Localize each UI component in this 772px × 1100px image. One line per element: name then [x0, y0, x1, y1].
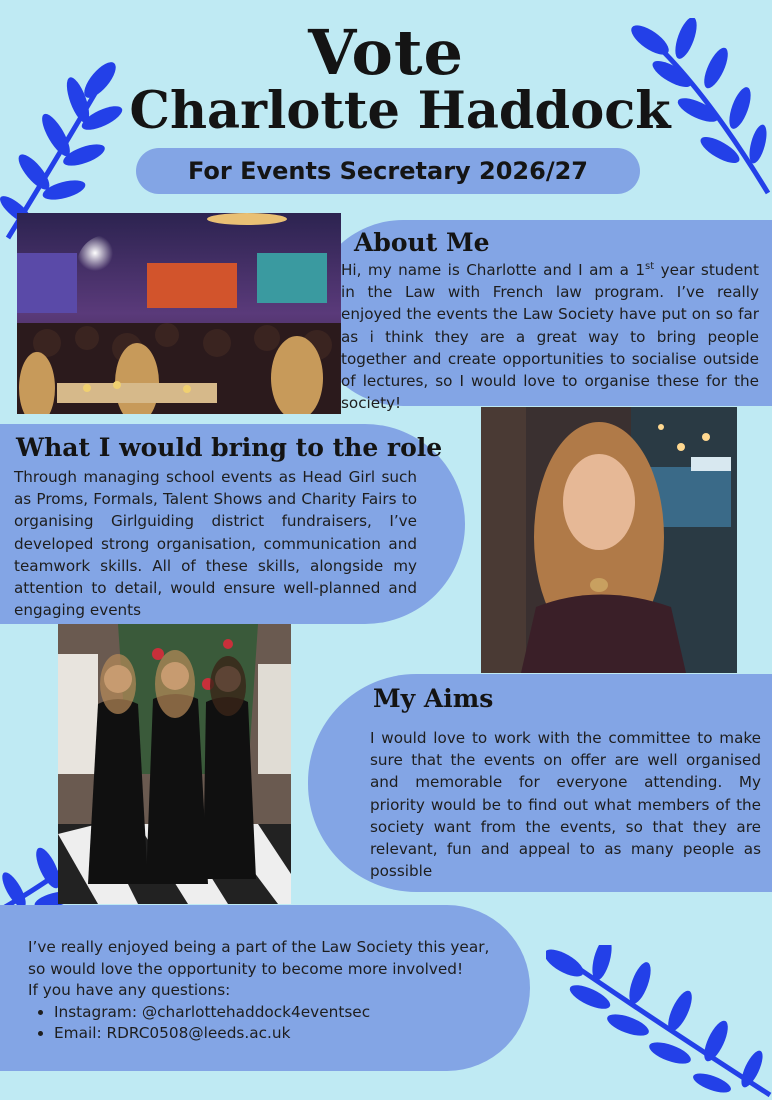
leaf-branch-icon [546, 945, 772, 1100]
about-heading: About Me [354, 228, 490, 257]
skills-heading: What I would bring to the role [16, 433, 443, 462]
aims-heading: My Aims [373, 684, 494, 713]
contact-email[interactable]: • Email: RDRC0508@leeds.ac.uk [54, 1023, 498, 1045]
skills-text: Through managing school events as Head Girl such as Proms, Formals, Talent Shows and Charity Fairs to organising Girlguiding district fundraisers, I’ve developed strong organisation, communication and teamwork skills. All of these skills, alongside my attention to detail, would ensure well-planned and engaging events [14, 468, 417, 620]
gala-event-photo [17, 213, 341, 414]
contact-instagram[interactable]: • Instagram: @charlottehaddock4eventsec [54, 1002, 498, 1024]
title-candidate-name: Charlotte Haddock [129, 81, 671, 141]
footer-contact-block [28, 937, 498, 1045]
friends-event-photo [58, 624, 291, 904]
about-text: Hi, my name is Charlotte and I am a 1st year student in the Law with French law program. I’ve really enjoyed the events the Law Society have put on so far as i think they are a great way to bring people together and create opportunities to socialise outside of lectures, so I would love to organise these for the society! [341, 260, 759, 413]
position-subtitle: For Events Secretary 2026/27 [136, 148, 640, 194]
title-vote: Vote [308, 16, 464, 89]
footer-closing-text: I’ve really enjoyed being a part of the Law Society this year, so would love the opportunity to become more involved! [28, 938, 490, 978]
footer-questions-text: If you have any questions: [28, 981, 231, 999]
contact-list [28, 1002, 498, 1045]
aims-text: I would love to work with the committee to make sure that the events on offer are well organised and memorable for everyone attending. My priority would be to find out what members of the society want from the events, so that they are relevant, fun and appeal to as many people as possible [370, 729, 761, 881]
candidate-portrait-photo [481, 407, 737, 673]
